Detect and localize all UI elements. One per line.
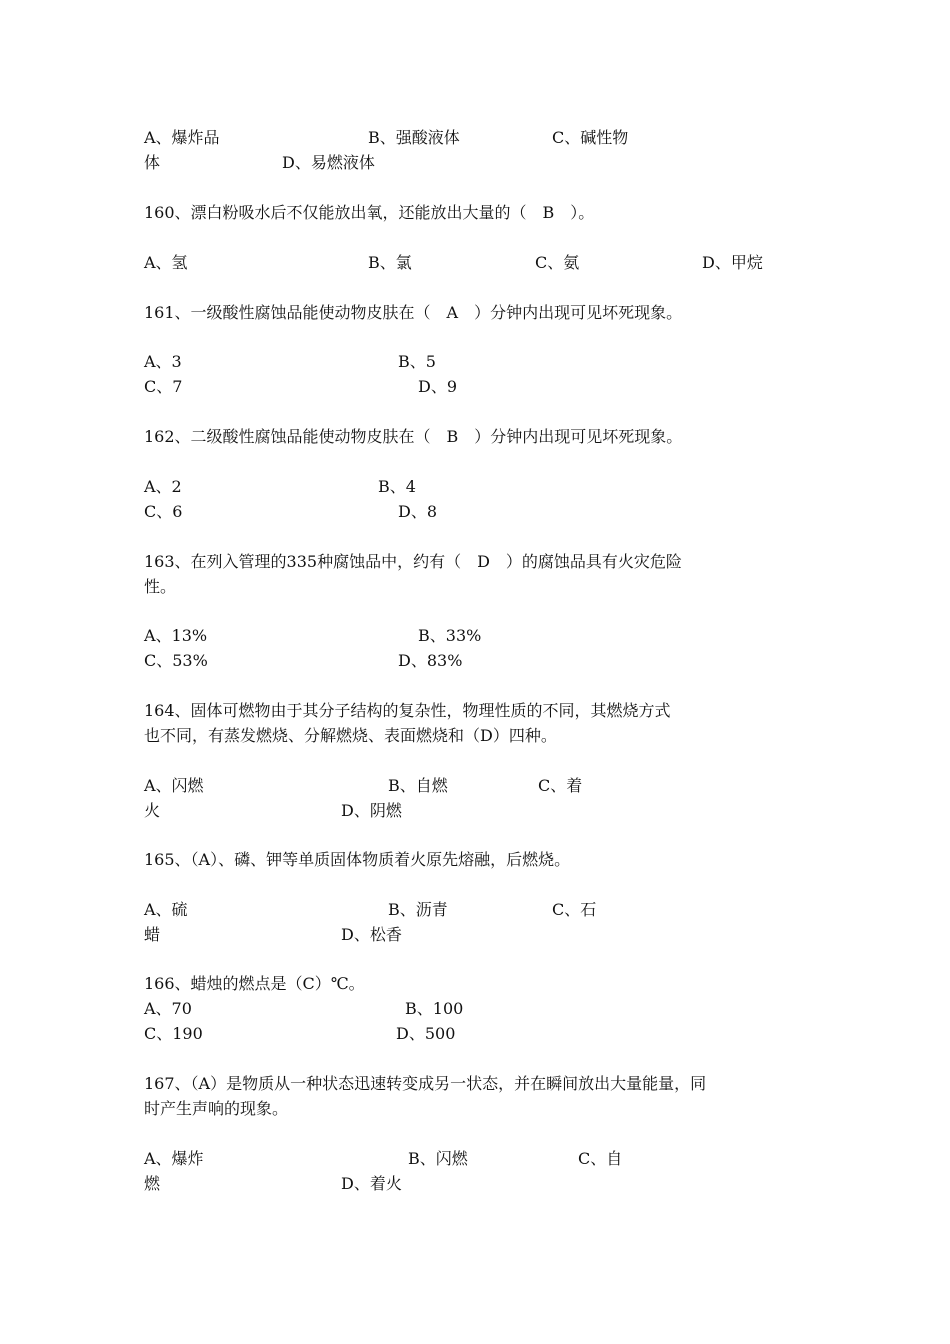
q167-option-c: C、自	[578, 1149, 623, 1168]
q167-option-b: B、闪燃	[408, 1149, 468, 1168]
q160-option-a: A、氢	[144, 253, 188, 272]
q159-option-a: A、爆炸品	[144, 128, 220, 147]
q167-option-c-wrap: 燃	[144, 1174, 161, 1193]
q164-option-c: C、着	[538, 776, 583, 795]
q164-option-b: B、自燃	[388, 776, 448, 795]
q162-option-a: A、2	[144, 477, 182, 496]
q160-option-c: C、氨	[535, 253, 580, 272]
q163-option-c: C、53%	[144, 651, 208, 670]
q165-option-d: D、松香	[341, 925, 402, 944]
q160-option-d: D、甲烷	[702, 253, 763, 272]
q161-option-a: A、3	[144, 352, 182, 371]
q165-question: 165、（A）、磷、钾等单质固体物质着火原先熔融，后燃烧。	[144, 850, 571, 869]
q163-question-line-1: 163、在列入管理的335种腐蚀品中，约有（ D ）的腐蚀品具有火灾危险	[144, 552, 682, 571]
q167-option-a: A、爆炸	[144, 1149, 204, 1168]
q166-option-c: C、190	[144, 1024, 203, 1043]
q164-option-d: D、阴燃	[341, 801, 402, 820]
q159-option-d: D、易燃液体	[282, 153, 375, 172]
q161-option-d: D、9	[418, 377, 458, 396]
q164-option-c-wrap: 火	[144, 801, 161, 820]
q167-question-line-2: 时产生声响的现象。	[144, 1099, 289, 1118]
q163-option-b: B、33%	[418, 626, 482, 645]
q161-option-c: C、7	[144, 377, 183, 396]
q163-option-d: D、83%	[398, 651, 463, 670]
q165-option-b: B、沥青	[388, 900, 448, 919]
q165-option-a: A、硫	[144, 900, 188, 919]
q159-option-b: B、强酸液体	[368, 128, 460, 147]
q166-question: 166、蜡烛的燃点是（C）℃。	[144, 974, 365, 993]
q162-option-c: C、6	[144, 502, 183, 521]
q164-question-line-2: 也不同，有蒸发燃烧、分解燃烧、表面燃烧和（D）四种。	[144, 726, 557, 745]
q167-question-line-1: 167、（A）是物质从一种状态迅速转变成另一状态，并在瞬间放出大量能量，同	[144, 1074, 707, 1093]
q166-option-b: B、100	[405, 999, 464, 1018]
q163-question-line-2: 性。	[144, 577, 177, 596]
q166-option-a: A、70	[144, 999, 192, 1018]
q164-question-line-1: 164、固体可燃物由于其分子结构的复杂性，物理性质的不同，其燃烧方式	[144, 701, 671, 720]
q166-option-d: D、500	[396, 1024, 456, 1043]
q159-option-c: C、碱性物	[552, 128, 629, 147]
q160-option-b: B、氯	[368, 253, 412, 272]
q161-question: 161、一级酸性腐蚀品能使动物皮肤在（ A ）分钟内出现可见坏死现象。	[144, 303, 683, 322]
q162-option-d: D、8	[398, 502, 438, 521]
q160-question: 160、漂白粉吸水后不仅能放出氧，还能放出大量的（ B ）。	[144, 203, 595, 222]
q165-option-c-wrap: 蜡	[144, 925, 161, 944]
q159-option-c-wrap: 体	[144, 153, 161, 172]
q167-option-d: D、着火	[341, 1174, 402, 1193]
q162-question: 162、二级酸性腐蚀品能使动物皮肤在（ B ）分钟内出现可见坏死现象。	[144, 427, 683, 446]
q163-option-a: A、13%	[144, 626, 208, 645]
q161-option-b: B、5	[398, 352, 436, 371]
q162-option-b: B、4	[378, 477, 416, 496]
q164-option-a: A、闪燃	[144, 776, 204, 795]
q165-option-c: C、石	[552, 900, 597, 919]
